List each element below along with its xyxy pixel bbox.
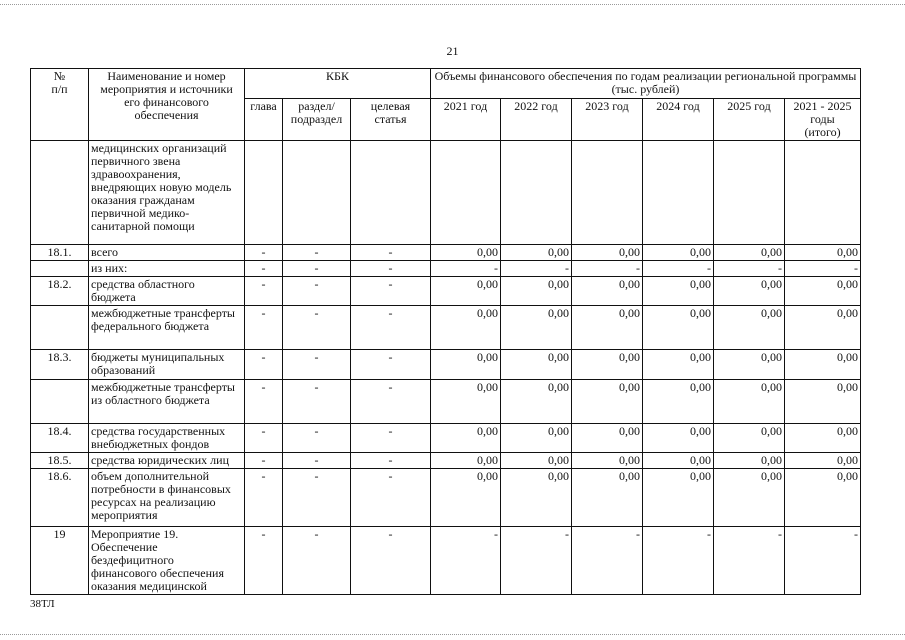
row-value-cell: 0,00: [572, 380, 643, 424]
row-name: Мероприятие 19. Обеспечение бездефицитного финансового обеспечения оказания медицинской: [89, 527, 245, 595]
row-name: медицинских организаций первичного звена здравоохранения, внедряющих новую модель оказания гражданам первичной медико-санитарной помощи: [89, 141, 245, 245]
row-number: 18.1.: [31, 245, 89, 261]
scan-edge-bottom: [0, 634, 905, 635]
row-number: 18.2.: [31, 277, 89, 306]
row-value-cell: 0,00: [501, 469, 572, 527]
row-kbk-cell: -: [351, 380, 431, 424]
row-value-cell: 0,00: [501, 306, 572, 350]
row-value-cell: 0,00: [714, 277, 785, 306]
row-name: бюджеты муниципальных образований: [89, 350, 245, 380]
header-year-0: 2021 год: [431, 99, 501, 141]
row-kbk-cell: -: [351, 277, 431, 306]
row-value-cell: 0,00: [572, 350, 643, 380]
row-value-cell: -: [643, 261, 714, 277]
row-value-cell: [572, 141, 643, 245]
row-kbk-cell: -: [351, 350, 431, 380]
header-razdel: раздел/ подраздел: [283, 99, 351, 141]
row-kbk-cell: -: [283, 261, 351, 277]
header-kbk: КБК: [245, 69, 431, 99]
row-value-cell: 0,00: [572, 245, 643, 261]
header-num: № п/п: [31, 69, 89, 141]
header-year-4: 2025 год: [714, 99, 785, 141]
row-value-cell: 0,00: [431, 453, 501, 469]
row-value-cell: -: [714, 261, 785, 277]
row-value-cell: 0,00: [572, 277, 643, 306]
row-value-cell: 0,00: [643, 469, 714, 527]
row-kbk-cell: -: [245, 453, 283, 469]
row-value-cell: -: [431, 261, 501, 277]
row-value-cell: -: [572, 527, 643, 595]
row-value-cell: 0,00: [501, 424, 572, 453]
header-glava: глава: [245, 99, 283, 141]
row-number: 18.6.: [31, 469, 89, 527]
row-value-cell: 0,00: [714, 245, 785, 261]
row-kbk-cell: -: [283, 469, 351, 527]
header-year-1: 2022 год: [501, 99, 572, 141]
row-kbk-cell: -: [283, 527, 351, 595]
row-value-cell: 0,00: [501, 380, 572, 424]
table-row: [31, 245, 861, 261]
row-name: всего: [89, 245, 245, 261]
row-value-cell: 0,00: [643, 453, 714, 469]
row-value-cell: 0,00: [643, 424, 714, 453]
row-value-cell: 0,00: [785, 306, 861, 350]
row-kbk-cell: -: [351, 469, 431, 527]
row-kbk-cell: -: [245, 261, 283, 277]
row-value-cell: 0,00: [714, 469, 785, 527]
table-row: [31, 261, 861, 277]
row-value-cell: 0,00: [714, 306, 785, 350]
row-kbk-cell: -: [245, 380, 283, 424]
row-number: 18.5.: [31, 453, 89, 469]
header-year-2: 2023 год: [572, 99, 643, 141]
row-value-cell: 0,00: [714, 453, 785, 469]
row-kbk-cell: -: [245, 245, 283, 261]
row-value-cell: -: [785, 261, 861, 277]
header-volumes: Объемы финансового обеспечения по годам реализации региональной программы (тыс. рублей): [431, 69, 861, 99]
row-value-cell: 0,00: [501, 245, 572, 261]
table-row: [31, 306, 861, 350]
row-name: объем дополнительной потребности в финансовых ресурсах на реализацию мероприятия: [89, 469, 245, 527]
row-value-cell: 0,00: [785, 245, 861, 261]
row-value-cell: 0,00: [643, 306, 714, 350]
row-kbk-cell: -: [351, 527, 431, 595]
row-name: средства государственных внебюджетных фондов: [89, 424, 245, 453]
row-kbk-cell: -: [245, 350, 283, 380]
row-number: 18.4.: [31, 424, 89, 453]
row-value-cell: 0,00: [714, 380, 785, 424]
table-row: [31, 277, 861, 306]
row-value-cell: 0,00: [431, 245, 501, 261]
row-kbk-cell: [245, 141, 283, 245]
row-value-cell: [431, 141, 501, 245]
row-value-cell: 0,00: [785, 380, 861, 424]
row-value-cell: 0,00: [643, 350, 714, 380]
row-value-cell: 0,00: [431, 469, 501, 527]
table-body: [31, 141, 861, 595]
row-value-cell: -: [501, 261, 572, 277]
row-kbk-cell: -: [283, 306, 351, 350]
row-name: межбюджетные трансферты из областного бюджета: [89, 380, 245, 424]
row-kbk-cell: -: [245, 277, 283, 306]
row-name: средства областного бюджета: [89, 277, 245, 306]
row-value-cell: 0,00: [785, 350, 861, 380]
table-row: [31, 469, 861, 527]
row-value-cell: 0,00: [572, 453, 643, 469]
row-kbk-cell: -: [351, 306, 431, 350]
row-value-cell: -: [643, 527, 714, 595]
row-value-cell: 0,00: [643, 380, 714, 424]
row-value-cell: 0,00: [785, 424, 861, 453]
row-value-cell: 0,00: [431, 424, 501, 453]
row-value-cell: 0,00: [785, 453, 861, 469]
budget-table: [30, 68, 861, 595]
row-value-cell: 0,00: [501, 277, 572, 306]
table-row: [31, 350, 861, 380]
row-value-cell: 0,00: [431, 277, 501, 306]
table-row: [31, 527, 861, 595]
row-kbk-cell: -: [283, 424, 351, 453]
row-value-cell: 0,00: [501, 350, 572, 380]
row-kbk-cell: -: [245, 469, 283, 527]
row-value-cell: [501, 141, 572, 245]
row-value-cell: 0,00: [431, 380, 501, 424]
row-kbk-cell: [283, 141, 351, 245]
row-value-cell: 0,00: [785, 277, 861, 306]
row-kbk-cell: -: [351, 261, 431, 277]
row-kbk-cell: -: [283, 245, 351, 261]
row-value-cell: 0,00: [572, 424, 643, 453]
row-value-cell: -: [714, 527, 785, 595]
row-value-cell: 0,00: [431, 350, 501, 380]
header-name: Наименование и номер мероприятия и источники его финансового обеспечения: [89, 69, 245, 141]
row-kbk-cell: -: [351, 453, 431, 469]
row-name: из них:: [89, 261, 245, 277]
row-kbk-cell: -: [245, 424, 283, 453]
row-value-cell: [785, 141, 861, 245]
row-kbk-cell: -: [283, 350, 351, 380]
row-number: 18.3.: [31, 350, 89, 380]
row-kbk-cell: -: [351, 424, 431, 453]
row-value-cell: 0,00: [431, 306, 501, 350]
row-kbk-cell: -: [283, 453, 351, 469]
row-number: [31, 141, 89, 245]
table-row: [31, 424, 861, 453]
row-kbk-cell: [351, 141, 431, 245]
header-year-5: 2021 - 2025 годы (итого): [785, 99, 861, 141]
row-value-cell: -: [572, 261, 643, 277]
row-number: 19: [31, 527, 89, 595]
row-value-cell: 0,00: [714, 350, 785, 380]
table-row: [31, 453, 861, 469]
row-name: средства юридических лиц: [89, 453, 245, 469]
footer-code: 38ТЛ: [30, 598, 55, 610]
row-kbk-cell: -: [283, 380, 351, 424]
row-value-cell: -: [501, 527, 572, 595]
row-value-cell: 0,00: [643, 277, 714, 306]
row-value-cell: 0,00: [572, 469, 643, 527]
row-value-cell: 0,00: [572, 306, 643, 350]
row-name: межбюджетные трансферты федерального бюджета: [89, 306, 245, 350]
row-kbk-cell: -: [283, 277, 351, 306]
row-number: [31, 380, 89, 424]
scan-edge-top: [0, 4, 905, 5]
row-value-cell: -: [431, 527, 501, 595]
row-value-cell: 0,00: [785, 469, 861, 527]
header-celevaya: целевая статья: [351, 99, 431, 141]
row-kbk-cell: -: [351, 245, 431, 261]
row-value-cell: -: [785, 527, 861, 595]
header-year-3: 2024 год: [643, 99, 714, 141]
row-value-cell: [643, 141, 714, 245]
row-kbk-cell: -: [245, 306, 283, 350]
row-number: [31, 261, 89, 277]
row-kbk-cell: -: [245, 527, 283, 595]
row-number: [31, 306, 89, 350]
page-number: 21: [446, 44, 459, 58]
table-header: [31, 69, 861, 141]
row-value-cell: [714, 141, 785, 245]
row-value-cell: 0,00: [643, 245, 714, 261]
table-row: [31, 380, 861, 424]
row-value-cell: 0,00: [501, 453, 572, 469]
table-row: [31, 141, 861, 245]
row-value-cell: 0,00: [714, 424, 785, 453]
